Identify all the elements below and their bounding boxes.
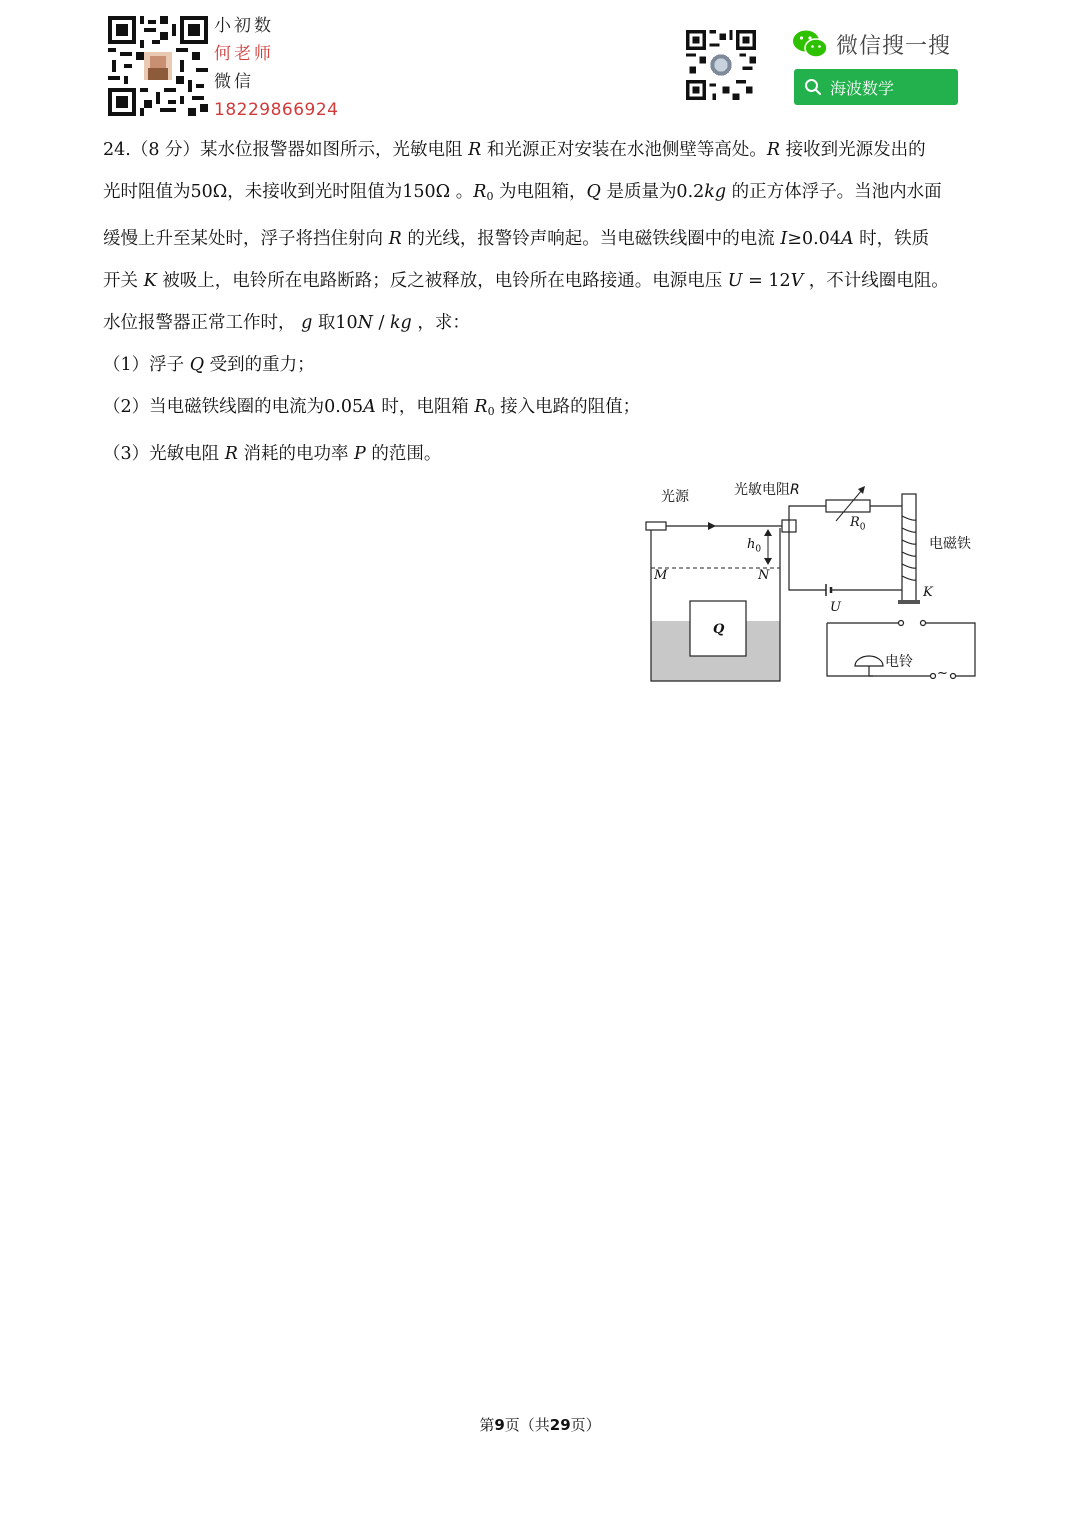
wechat-logo-icon [792, 29, 828, 59]
var-R: R [388, 229, 402, 249]
text-run: 受到的重力； [204, 355, 315, 375]
arrow-right-icon [708, 522, 716, 530]
wechat-search-label: 微信搜一搜 [836, 33, 952, 59]
var-I: I [780, 229, 788, 249]
unit-A: A [840, 229, 854, 249]
var-Q: Q [189, 355, 205, 375]
label-photoresistor [734, 479, 800, 499]
var-U: U [727, 271, 743, 291]
contact-info [214, 12, 338, 124]
text-run: 被吸上，电铃所在电路断路；反之被释放，电铃所在电路接通。电源电压 [156, 271, 728, 291]
wechat-search-title [792, 26, 962, 62]
page-number: 9 [494, 1416, 505, 1434]
unit-kg: kg [389, 313, 412, 333]
contact-wechat: 微信 [214, 72, 254, 92]
subscript: 0 [487, 405, 495, 418]
label-ac: ~ [937, 666, 948, 681]
text-run: 的正方体浮子。当池内水面 [726, 182, 942, 202]
question-score: （8 分） [130, 140, 201, 160]
bell-icon [855, 656, 883, 666]
contact-phone: 18229866924 [214, 100, 339, 120]
wechat-search-box[interactable] [794, 69, 958, 105]
light-source-icon [646, 522, 666, 530]
qr-code-right [686, 30, 756, 100]
text-run: （3）光敏电阻 [103, 444, 225, 464]
text-run: = 12 [742, 271, 791, 291]
unit-kg: kg [704, 182, 727, 202]
wechat-search-query: 海波数学 [830, 78, 895, 98]
question-line-3 [103, 218, 981, 260]
contact-teacher: 何老师 [214, 44, 274, 64]
text-run: 的范围。 [365, 444, 442, 464]
var-K: K [143, 271, 157, 291]
text-run: ，求： [411, 313, 470, 333]
label-electromagnet: 电磁铁 [929, 536, 971, 552]
text-run: 开关 [103, 271, 144, 291]
text-run: （2）当电磁铁线圈的电流为0.05 [103, 397, 364, 417]
text-run: 某水位报警器如图所示，光敏电阻 [200, 140, 469, 160]
text-run: 接收到光源发出的 [780, 140, 926, 160]
text-run: 水位报警器正常工作时， [103, 313, 302, 333]
question-number: 24. [103, 140, 131, 160]
sub-question-3 [103, 433, 981, 475]
label-m: M [654, 568, 668, 583]
var-g: g [301, 313, 313, 333]
text-run: 时，电阻箱 [375, 397, 475, 417]
label-r0-sub: 0 [859, 522, 866, 533]
label-h0-letter: h [747, 537, 756, 552]
label-photoresistor-text: 光敏电阻 [734, 482, 790, 498]
question-line-4 [103, 260, 981, 302]
footer-text: 页） [570, 1416, 601, 1434]
question-24 [103, 129, 981, 475]
label-bell: 电铃 [885, 654, 913, 670]
text-run: 的光线，报警铃声响起。当电磁铁线圈中的电流 [401, 229, 781, 249]
circuit-figure [640, 476, 985, 695]
var-R: R [468, 140, 482, 160]
text-run: ≥0.04 [787, 229, 841, 249]
page-total: 29 [549, 1416, 571, 1434]
text-run: 是质量为0.2 [600, 182, 705, 202]
var-P: P [354, 444, 366, 464]
iron-switch-k [898, 600, 920, 604]
electromagnet-core [902, 494, 916, 602]
text-run: / [372, 313, 390, 333]
text-run: 时，铁质 [853, 229, 930, 249]
text-run: 消耗的电功率 [237, 444, 355, 464]
qr-code-left [108, 16, 208, 116]
text-run: 光时阻值为50Ω，未接收到光时阻值为150Ω 。 [103, 182, 474, 202]
label-u: U [830, 600, 841, 615]
var-R0: R [473, 182, 487, 202]
question-line-2 [103, 171, 981, 218]
text-run: ，不计线圈电阻。 [803, 271, 949, 291]
text-run: 取10 [312, 313, 358, 333]
var-Q: Q [586, 182, 601, 202]
label-n: N [758, 568, 770, 583]
question-line-5 [103, 302, 981, 344]
var-R: R [766, 140, 781, 160]
text-run: 接入电路的阻值； [494, 397, 641, 417]
unit-N: N [357, 313, 373, 333]
label-light-source: 光源 [661, 489, 689, 505]
text-run: （1）浮子 [103, 355, 190, 375]
text-run: 和光源正对安装在水池侧壁等高处。 [481, 140, 767, 160]
footer-text: 第 [479, 1416, 495, 1434]
search-icon [804, 78, 822, 96]
subscript: 0 [486, 190, 494, 203]
sub-question-2 [103, 386, 981, 433]
footer-text: 页（共 [504, 1416, 550, 1434]
question-line-1 [103, 129, 981, 171]
sub-question-1 [103, 344, 981, 386]
page-footer [0, 1414, 1080, 1435]
label-k: K [923, 585, 933, 600]
label-q: Q [713, 622, 725, 637]
label-photoresistor-r: R [790, 482, 800, 498]
var-R: R [224, 444, 238, 464]
var-R0: R [474, 397, 488, 417]
text-run: 为电阻箱， [493, 182, 587, 202]
unit-A: A [363, 397, 376, 417]
label-r0-letter: R [850, 515, 860, 530]
text-run: 缓慢上升至某处时，浮子将挡住射向 [103, 229, 389, 249]
unit-V: V [790, 271, 804, 291]
contact-line-1: 小初数 [214, 16, 274, 36]
label-r0 [850, 515, 866, 533]
label-h0 [747, 537, 761, 555]
label-h0-sub: 0 [755, 544, 762, 555]
